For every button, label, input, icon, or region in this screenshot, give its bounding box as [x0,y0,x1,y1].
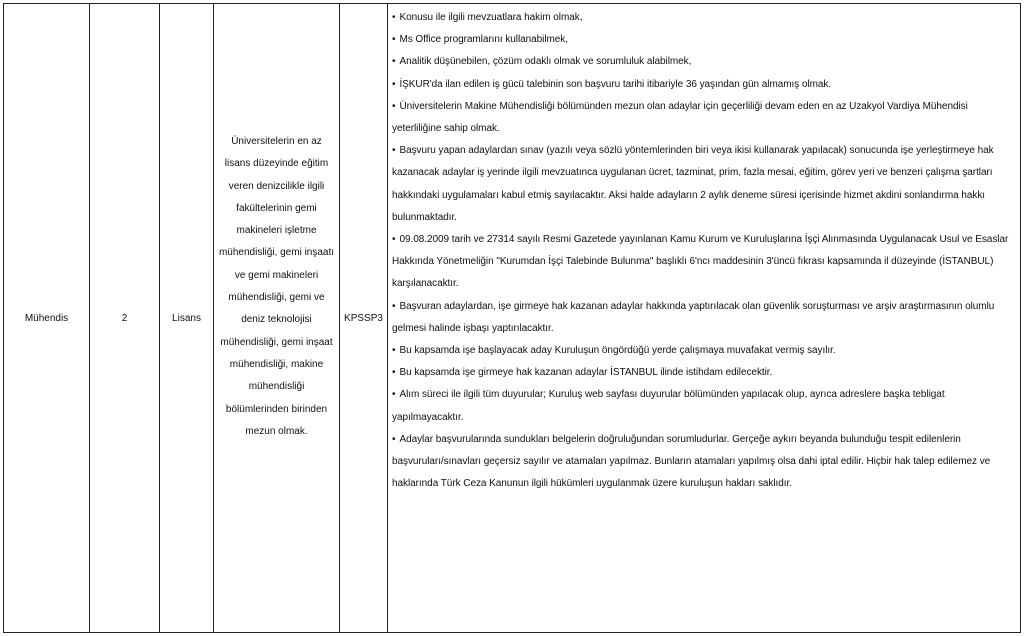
job-listing-table [3,3,1021,633]
qualification-line: mühendisliği, makine [229,358,324,370]
position-count: 2 [121,312,128,324]
requirement-item: • 09.08.2009 tarih ve 27314 sayılı Resmi Gazetede yayınlanan Kamu Kurum ve Kuruluşlarına İşçi Alınmasında Uygulanacak Usul ve Esaslar Hakkında Yönetmeliğin "Kurumdan İşçi Talebinde Bulunma" başlıklı 6'ncı maddesinin 3'üncü fıkrası kapsamında il düzeyinde (İSTANBUL) karşılanacaktır. [392,229,1016,296]
qualification-line: veren denizcilikle ilgili [228,180,325,192]
requirements-list [392,4,1016,495]
position-title: Mühendis [24,312,69,324]
job-listing-table-wrapper [3,3,1021,633]
requirement-item: • Başvuru yapan adaylardan sınav (yazılı veya sözlü yöntemlerinden biri veya ikisi kullanarak yapılacak) sonucunda işe yerleştirmeye hak kazanacak adaylar iş yerinde ilgili mevzuatınca uygulanan ücret, tazminat, prim, fazla mesai, eğitim, görev yeri ve benzeri çalışma şartları hakkındaki uygulamaları kabul etmiş sayılacaktır. Aksi halde adayların 2 aylık deneme süresi içerisinde hizmet akdini sonlandırma hakkı bulunmaktadır. [392,140,1016,229]
qualification-line: mühendisliği, gemi inşaatı [218,247,335,259]
education-level-cell [160,4,214,633]
count-cell [90,4,160,633]
qualification-line: makineleri işletme [236,225,317,237]
education-level: Lisans [172,312,201,324]
requirement-item: • Üniversitelerin Makine Mühendisliği bölümünden mezun olan adaylar için geçerliliği devam eden en az Uzakyol Vardiya Mühendisi yeterliliğine sahip olmak. [392,96,1016,140]
qualification-line: lisans düzeyinde eğitim [224,158,329,170]
table-row [4,4,1021,633]
qualification-line: mühendisliği, gemi inşaat [220,336,333,348]
qualification-line: bölümlerinden birinden [225,403,328,415]
exam-cell [340,4,388,633]
requirement-item: • Analitik düşünebilen, çözüm odaklı olmak ve sorumluluk alabilmek, [392,51,1016,73]
qualification-line: mezun olmak. [245,425,308,437]
qualification-text [214,4,339,443]
requirement-item: • Konusu ile ilgili mevzuatlara hakim olmak, [392,7,1016,29]
exam-type: KPSSP3 [344,312,383,324]
requirement-item: • Başvuran adaylardan, işe girmeye hak kazanan adaylar hakkında yaptırılacak olan güvenlik soruşturması ve arşiv araştırmasının olumlu gelmesi halinde işbaşı yaptırılacaktır. [392,296,1016,340]
requirement-item: • İŞKUR'da ilan edilen iş gücü talebinin son başvuru tarihi itibariyle 36 yaşından gün almamış olmak. [392,74,1016,96]
requirements-cell [388,4,1021,633]
requirement-item: • Bu kapsamda işe girmeye hak kazanan adaylar İSTANBUL ilinde istihdam edilecektir. [392,362,1016,384]
qualification-line: deniz teknolojisi [241,314,312,326]
qualification-line: ve gemi makineleri [234,269,319,281]
qualification-line: fakültelerinin gemi [236,202,317,214]
requirement-item: • Adaylar başvurularında sundukları belgelerin doğruluğundan sorumludurlar. Gerçeğe aykırı beyanda bulunduğu tespit edilenlerin başvuruları/sınavları geçersiz sayılır ve atamaları yapılmaz. Bunların atamaları yapılmış olsa dahi iptal edilir. Hiçbir hak talep edilemez ve haklarında Türk Ceza Kanunun ilgili hükümleri uygulanmak üzere kuruluşun hakları saklıdır. [392,429,1016,496]
requirement-item: • Alım süreci ile ilgili tüm duyurular; Kuruluş web sayfası duyurular bölümünden yapılacak olup, ayrıca adreslere başka tebligat yapılmayacaktır. [392,384,1016,428]
requirement-item: • Bu kapsamda işe başlayacak aday Kuruluşun öngördüğü yerde çalışmaya muvafakat vermiş sayılır. [392,340,1016,362]
requirement-item: • Ms Office programlarını kullanabilmek, [392,29,1016,51]
qualification-line: mühendisliği, gemi ve [228,292,325,304]
position-cell [4,4,90,633]
qualification-line: Üniversitelerin en az [231,136,322,147]
qualification-cell [214,4,340,633]
qualification-line: mühendisliği [248,381,305,393]
